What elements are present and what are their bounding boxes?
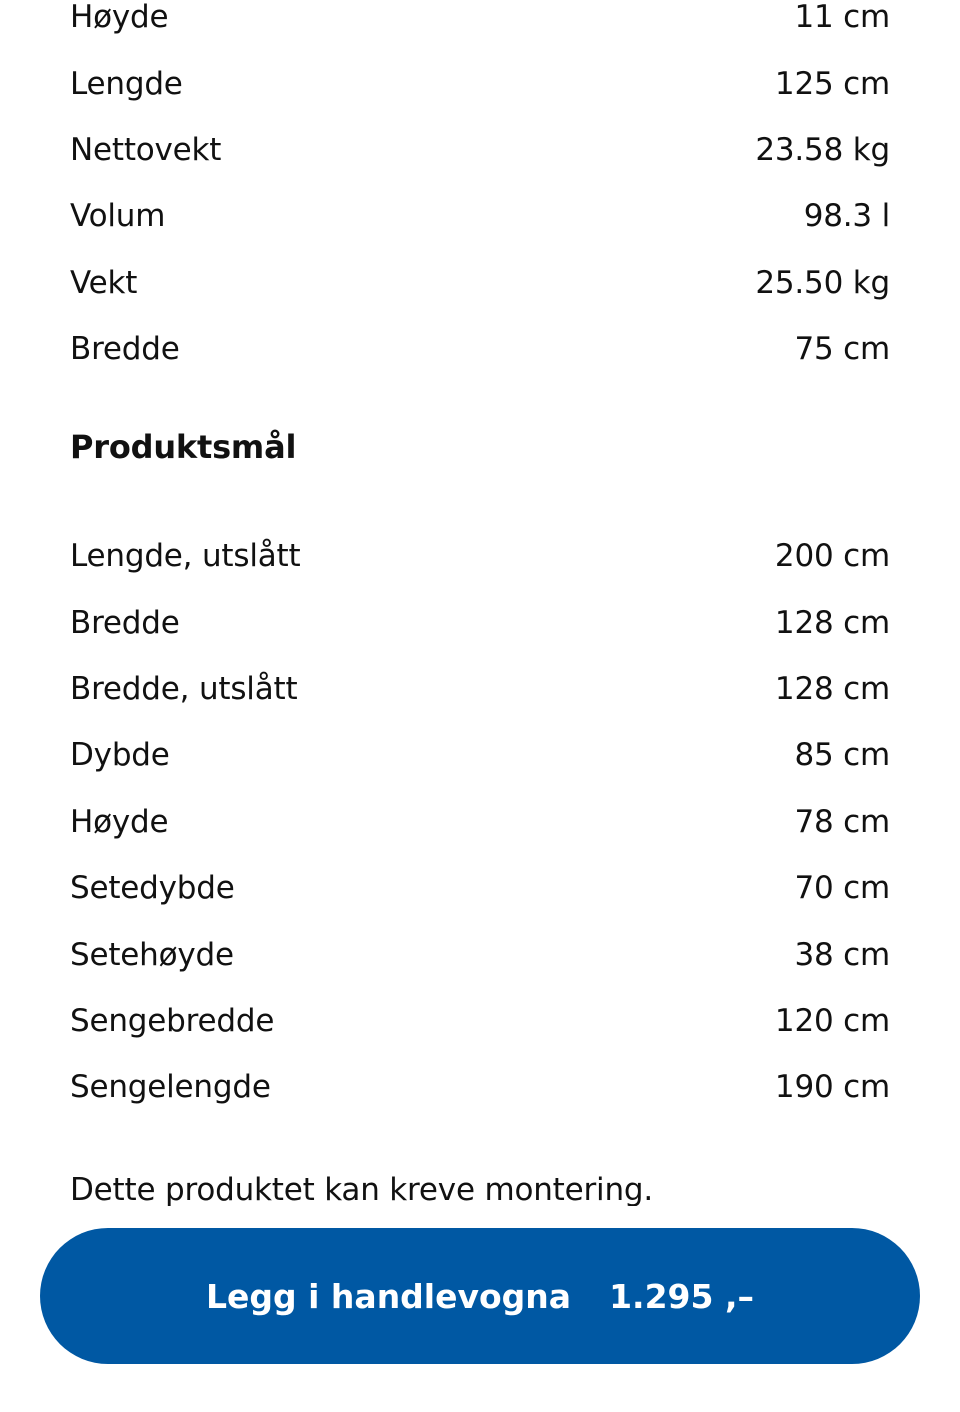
product-dimensions-heading: Produktsmål <box>70 428 297 466</box>
price: 1.295 ,– <box>609 1276 754 1316</box>
spec-row <box>70 50 890 116</box>
spec-row <box>70 250 890 316</box>
spec-row <box>70 722 890 788</box>
spec-row <box>70 183 890 249</box>
spec-row <box>70 117 890 183</box>
spec-value: 38 cm <box>794 936 890 973</box>
spec-label: Setehøyde <box>70 936 234 973</box>
spec-value: 78 cm <box>794 803 890 840</box>
spec-value: 190 cm <box>774 1069 890 1106</box>
spec-label: Bredde, utslått <box>70 670 298 707</box>
assembly-note: Dette produktet kan kreve montering. <box>70 1172 654 1206</box>
spec-value: 200 cm <box>774 538 890 575</box>
spec-label: Bredde <box>70 331 180 368</box>
spec-value: 120 cm <box>774 1002 890 1039</box>
spec-value: 128 cm <box>774 604 890 641</box>
assembly-note-container <box>70 1168 890 1206</box>
spec-label: Lengde <box>70 65 183 102</box>
spec-row <box>70 855 890 921</box>
spec-row <box>70 1054 890 1120</box>
spec-value: 11 cm <box>794 0 890 36</box>
spec-label: Bredde <box>70 604 180 641</box>
add-to-cart-label: Legg i handlevogna <box>205 1276 572 1316</box>
spec-label: Setedybde <box>70 870 235 907</box>
spec-value: 85 cm <box>794 737 890 774</box>
add-to-cart-button[interactable] <box>40 1228 920 1364</box>
spec-row <box>70 523 890 589</box>
spec-value: 25.50 kg <box>755 264 890 301</box>
spec-row <box>70 656 890 722</box>
spec-row <box>70 921 890 987</box>
spec-value: 75 cm <box>794 331 890 368</box>
spec-value: 128 cm <box>774 670 890 707</box>
spec-value: 125 cm <box>774 65 890 102</box>
spec-label: Høyde <box>70 0 169 36</box>
package-spec-list <box>70 0 890 382</box>
spec-row <box>70 988 890 1054</box>
spec-label: Lengde, utslått <box>70 538 301 575</box>
spec-value: 70 cm <box>794 870 890 907</box>
spec-row <box>70 316 890 382</box>
spec-value: 98.3 l <box>803 198 890 235</box>
spec-label: Dybde <box>70 737 170 774</box>
product-spec-list <box>70 523 890 1121</box>
spec-label: Volum <box>70 198 166 235</box>
spec-label: Sengebredde <box>70 1002 275 1039</box>
spec-label: Høyde <box>70 803 169 840</box>
spec-value: 23.58 kg <box>755 131 890 168</box>
spec-label: Nettovekt <box>70 131 222 168</box>
spec-label: Vekt <box>70 264 138 301</box>
spec-row <box>70 0 890 50</box>
spec-row <box>70 589 890 655</box>
spec-row <box>70 789 890 855</box>
spec-label: Sengelengde <box>70 1069 271 1106</box>
